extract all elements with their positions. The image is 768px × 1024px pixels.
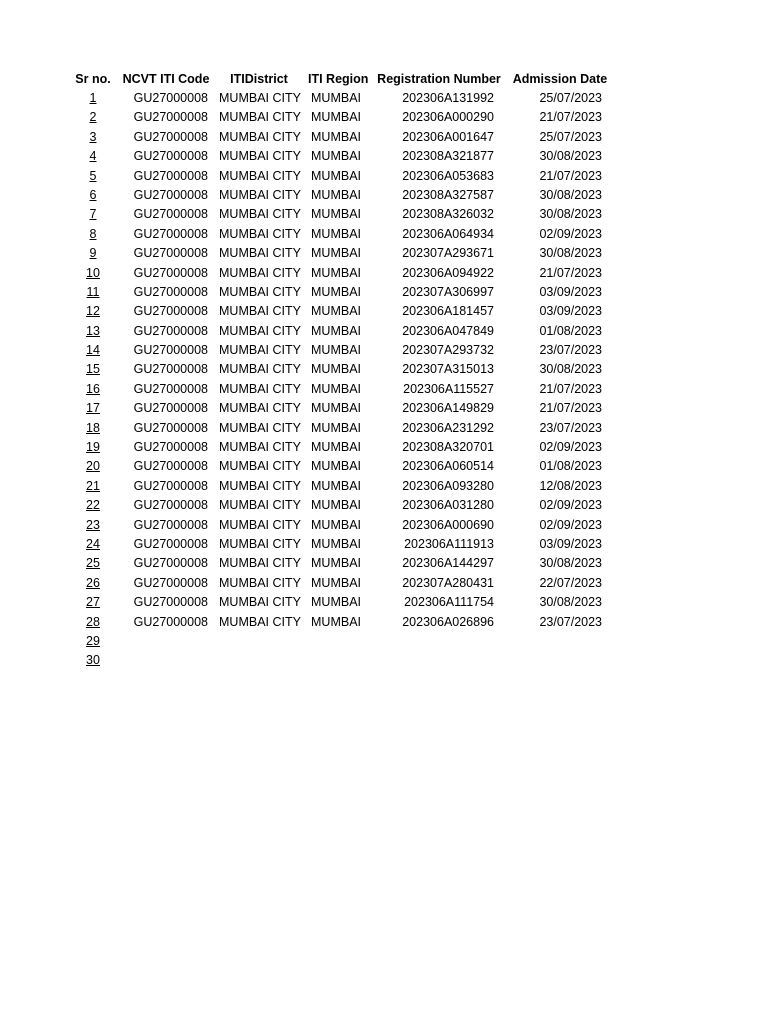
sr-no-cell[interactable]: 6 [89, 187, 97, 202]
registration-number-cell: 202306A000690 [402, 517, 494, 532]
sr-no-cell[interactable]: 25 [86, 556, 100, 571]
sr-no-cell[interactable]: 19 [86, 440, 100, 455]
iti-district-cell: MUMBAI CITY [219, 207, 301, 222]
ncvt-iti-code-cell: GU27000008 [133, 614, 208, 629]
iti-region-cell: MUMBAI [311, 149, 361, 164]
table-row [0, 399, 768, 418]
sr-no-cell[interactable]: 12 [86, 304, 100, 319]
iti-district-cell: MUMBAI CITY [219, 226, 301, 241]
ncvt-iti-code-cell: GU27000008 [133, 284, 208, 299]
header-admission-date: Admission Date [512, 72, 608, 86]
header-sr-no: Sr no. [75, 72, 111, 86]
ncvt-iti-code-cell: GU27000008 [133, 401, 208, 416]
ncvt-iti-code-cell: GU27000008 [133, 149, 208, 164]
admission-date-cell: 03/09/2023 [539, 284, 602, 299]
registration-number-cell: 202306A053683 [402, 168, 494, 183]
sr-no-cell[interactable]: 8 [89, 226, 97, 241]
admission-date-cell: 30/08/2023 [539, 207, 602, 222]
table-row [0, 264, 768, 283]
ncvt-iti-code-cell: GU27000008 [133, 478, 208, 493]
registration-number-cell: 202308A320701 [402, 440, 494, 455]
registration-number-cell: 202306A047849 [402, 323, 494, 338]
iti-district-cell: MUMBAI CITY [219, 149, 301, 164]
ncvt-iti-code-cell: GU27000008 [133, 556, 208, 571]
table-row [0, 496, 768, 515]
admission-date-cell: 23/07/2023 [539, 420, 602, 435]
iti-district-cell: MUMBAI CITY [219, 536, 301, 551]
registration-number-cell: 202306A144297 [402, 556, 494, 571]
table-row [0, 108, 768, 127]
ncvt-iti-code-cell: GU27000008 [133, 129, 208, 144]
table-row [0, 574, 768, 593]
iti-region-cell: MUMBAI [311, 595, 361, 610]
table-header-row [0, 70, 768, 89]
sr-no-cell[interactable]: 3 [89, 129, 97, 144]
iti-region-cell: MUMBAI [311, 226, 361, 241]
iti-district-cell: MUMBAI CITY [219, 91, 301, 105]
ncvt-iti-code-cell: GU27000008 [133, 226, 208, 241]
ncvt-iti-code-cell: GU27000008 [133, 381, 208, 396]
admission-date-cell: 30/08/2023 [539, 362, 602, 377]
iti-region-cell: MUMBAI [311, 536, 361, 551]
table-body [0, 89, 768, 671]
iti-district-cell: MUMBAI CITY [219, 110, 301, 125]
iti-region-cell: MUMBAI [311, 556, 361, 571]
table-row [0, 283, 768, 302]
sr-no-cell[interactable]: 24 [86, 536, 100, 551]
iti-region-cell: MUMBAI [311, 323, 361, 338]
registration-number-cell: 202306A093280 [402, 478, 494, 493]
table-row [0, 613, 768, 632]
iti-region-cell: MUMBAI [311, 129, 361, 144]
registration-number-cell: 202306A064934 [402, 226, 494, 241]
sr-no-cell[interactable]: 29 [86, 633, 100, 648]
registration-number-cell: 202307A293671 [402, 246, 494, 261]
table-row [0, 380, 768, 399]
iti-region-cell: MUMBAI [311, 517, 361, 532]
iti-region-cell: MUMBAI [311, 362, 361, 377]
table-row [0, 186, 768, 205]
sr-no-cell[interactable]: 11 [86, 284, 100, 299]
admission-date-cell: 01/08/2023 [539, 459, 602, 474]
table-row [0, 244, 768, 263]
registration-number-cell: 202306A181457 [402, 304, 494, 319]
admission-date-cell: 30/08/2023 [539, 149, 602, 164]
table-row [0, 516, 768, 535]
table-row [0, 632, 768, 651]
table-row [0, 128, 768, 147]
table-row [0, 360, 768, 379]
admission-date-cell: 23/07/2023 [539, 614, 602, 629]
admission-date-cell: 21/07/2023 [539, 401, 602, 416]
admission-date-cell: 25/07/2023 [539, 91, 602, 105]
sr-no-cell[interactable]: 4 [89, 149, 97, 164]
admission-date-cell: 21/07/2023 [539, 381, 602, 396]
admission-date-cell: 02/09/2023 [539, 517, 602, 532]
iti-district-cell: MUMBAI CITY [219, 381, 301, 396]
iti-district-cell: MUMBAI CITY [219, 129, 301, 144]
iti-region-cell: MUMBAI [311, 168, 361, 183]
iti-region-cell: MUMBAI [311, 478, 361, 493]
iti-district-cell: MUMBAI CITY [219, 401, 301, 416]
ncvt-iti-code-cell: GU27000008 [133, 246, 208, 261]
iti-region-cell: MUMBAI [311, 284, 361, 299]
iti-region-cell: MUMBAI [311, 440, 361, 455]
registration-number-cell: 202306A149829 [402, 401, 494, 416]
ncvt-iti-code-cell: GU27000008 [133, 362, 208, 377]
admission-date-cell: 30/08/2023 [539, 556, 602, 571]
admission-date-cell: 02/09/2023 [539, 440, 602, 455]
iti-district-cell: MUMBAI CITY [219, 304, 301, 319]
sr-no-cell[interactable]: 15 [86, 362, 100, 377]
sr-no-cell[interactable]: 13 [86, 323, 100, 338]
registration-number-cell: 202308A321877 [402, 149, 494, 164]
iti-region-cell: MUMBAI [311, 304, 361, 319]
iti-region-cell: MUMBAI [311, 401, 361, 416]
sr-no-cell[interactable]: 17 [86, 401, 100, 416]
iti-region-cell: MUMBAI [311, 498, 361, 513]
registration-number-cell: 202306A060514 [402, 459, 494, 474]
admission-date-cell: 23/07/2023 [539, 343, 602, 358]
sr-no-cell[interactable]: 23 [86, 517, 100, 532]
registration-number-cell: 202306A131992 [402, 91, 494, 105]
sr-no-cell[interactable]: 7 [89, 207, 97, 222]
header-ncvt-iti-code: NCVT ITI Code [122, 72, 210, 86]
registration-number-cell: 202308A327587 [402, 187, 494, 202]
table-row [0, 167, 768, 186]
registration-number-cell: 202306A094922 [402, 265, 494, 280]
table-row [0, 302, 768, 321]
registration-number-cell: 202307A315013 [402, 362, 494, 377]
ncvt-iti-code-cell: GU27000008 [133, 207, 208, 222]
ncvt-iti-code-cell: GU27000008 [133, 459, 208, 474]
table-row [0, 477, 768, 496]
admission-date-cell: 22/07/2023 [539, 575, 602, 590]
iti-district-cell: MUMBAI CITY [219, 323, 301, 338]
iti-region-cell: MUMBAI [311, 614, 361, 629]
registration-number-cell: 202307A280431 [402, 575, 494, 590]
iti-district-cell: MUMBAI CITY [219, 343, 301, 358]
iti-district-cell: MUMBAI CITY [219, 498, 301, 513]
admission-date-cell: 02/09/2023 [539, 226, 602, 241]
ncvt-iti-code-cell: GU27000008 [133, 110, 208, 125]
sr-no-cell[interactable]: 20 [86, 459, 100, 474]
registration-number-cell: 202307A293732 [402, 343, 494, 358]
table-row [0, 89, 768, 108]
ncvt-iti-code-cell: GU27000008 [133, 420, 208, 435]
table-row [0, 322, 768, 341]
iti-district-cell: MUMBAI CITY [219, 362, 301, 377]
iti-region-cell: MUMBAI [311, 575, 361, 590]
iti-region-cell: MUMBAI [311, 381, 361, 396]
iti-district-cell: MUMBAI CITY [219, 284, 301, 299]
admission-table [0, 70, 768, 671]
registration-number-cell: 202306A231292 [402, 420, 494, 435]
ncvt-iti-code-cell: GU27000008 [133, 440, 208, 455]
admission-date-cell: 30/08/2023 [539, 595, 602, 610]
registration-number-cell: 202306A001647 [402, 129, 494, 144]
sr-no-cell[interactable]: 5 [89, 168, 97, 183]
sr-no-cell[interactable]: 28 [86, 614, 100, 629]
ncvt-iti-code-cell: GU27000008 [133, 517, 208, 532]
header-iti-region: ITI Region [308, 72, 369, 86]
table-row [0, 593, 768, 612]
iti-region-cell: MUMBAI [311, 187, 361, 202]
iti-district-cell: MUMBAI CITY [219, 614, 301, 629]
table-row [0, 205, 768, 224]
iti-district-cell: MUMBAI CITY [219, 517, 301, 532]
ncvt-iti-code-cell: GU27000008 [133, 536, 208, 551]
admission-date-cell: 02/09/2023 [539, 498, 602, 513]
ncvt-iti-code-cell: GU27000008 [133, 304, 208, 319]
iti-region-cell: MUMBAI [311, 207, 361, 222]
ncvt-iti-code-cell: GU27000008 [133, 265, 208, 280]
iti-district-cell: MUMBAI CITY [219, 556, 301, 571]
iti-district-cell: MUMBAI CITY [219, 187, 301, 202]
ncvt-iti-code-cell: GU27000008 [133, 575, 208, 590]
sr-no-cell[interactable]: 22 [86, 498, 100, 513]
admission-date-cell: 21/07/2023 [539, 265, 602, 280]
sr-no-cell[interactable]: 16 [86, 381, 100, 396]
sr-no-cell[interactable]: 26 [86, 575, 100, 590]
iti-district-cell: MUMBAI CITY [219, 420, 301, 435]
table-row [0, 438, 768, 457]
iti-region-cell: MUMBAI [311, 246, 361, 261]
iti-district-cell: MUMBAI CITY [219, 478, 301, 493]
iti-region-cell: MUMBAI [311, 110, 361, 125]
admission-date-cell: 12/08/2023 [539, 478, 602, 493]
iti-district-cell: MUMBAI CITY [219, 246, 301, 261]
ncvt-iti-code-cell: GU27000008 [133, 498, 208, 513]
admission-date-cell: 03/09/2023 [539, 536, 602, 551]
registration-number-cell: 202306A111913 [404, 536, 494, 551]
table-row [0, 554, 768, 573]
table-row [0, 535, 768, 554]
iti-district-cell: MUMBAI CITY [219, 168, 301, 183]
registration-number-cell: 202307A306997 [402, 284, 494, 299]
table-row [0, 651, 768, 670]
iti-region-cell: MUMBAI [311, 459, 361, 474]
table-row [0, 341, 768, 360]
iti-region-cell: MUMBAI [311, 91, 361, 105]
admission-date-cell: 21/07/2023 [539, 168, 602, 183]
registration-number-cell: 202306A000290 [402, 110, 494, 125]
iti-district-cell: MUMBAI CITY [219, 440, 301, 455]
registration-number-cell: 202306A026896 [402, 614, 494, 629]
admission-date-cell: 01/08/2023 [539, 323, 602, 338]
ncvt-iti-code-cell: GU27000008 [133, 187, 208, 202]
sr-no-cell[interactable]: 2 [89, 110, 97, 125]
iti-district-cell: MUMBAI CITY [219, 265, 301, 280]
sr-no-cell[interactable]: 14 [86, 343, 100, 358]
registration-number-cell: 202306A031280 [402, 498, 494, 513]
sr-no-cell[interactable]: 21 [86, 478, 100, 493]
sr-no-cell[interactable]: 18 [86, 420, 100, 435]
iti-region-cell: MUMBAI [311, 265, 361, 280]
iti-region-cell: MUMBAI [311, 420, 361, 435]
sr-no-cell[interactable]: 10 [86, 265, 100, 280]
table-row [0, 457, 768, 476]
ncvt-iti-code-cell: GU27000008 [133, 343, 208, 358]
sr-no-cell[interactable]: 30 [86, 653, 100, 668]
ncvt-iti-code-cell: GU27000008 [133, 168, 208, 183]
ncvt-iti-code-cell: GU27000008 [133, 595, 208, 610]
table-row [0, 225, 768, 244]
sr-no-cell[interactable]: 1 [89, 91, 97, 105]
admission-date-cell: 21/07/2023 [539, 110, 602, 125]
ncvt-iti-code-cell: GU27000008 [133, 323, 208, 338]
header-registration-number: Registration Number [377, 72, 501, 86]
admission-date-cell: 03/09/2023 [539, 304, 602, 319]
admission-date-cell: 30/08/2023 [539, 246, 602, 261]
iti-district-cell: MUMBAI CITY [219, 575, 301, 590]
sr-no-cell[interactable]: 9 [89, 246, 97, 261]
admission-date-cell: 30/08/2023 [539, 187, 602, 202]
admission-date-cell: 25/07/2023 [539, 129, 602, 144]
sr-no-cell[interactable]: 27 [86, 595, 100, 610]
iti-district-cell: MUMBAI CITY [219, 459, 301, 474]
registration-number-cell: 202306A115527 [403, 381, 494, 396]
header-iti-district: ITIDistrict [230, 72, 288, 86]
registration-number-cell: 202306A111754 [404, 595, 494, 610]
table-row [0, 419, 768, 438]
table-row [0, 147, 768, 166]
ncvt-iti-code-cell: GU27000008 [133, 91, 208, 105]
iti-district-cell: MUMBAI CITY [219, 595, 301, 610]
registration-number-cell: 202308A326032 [402, 207, 494, 222]
iti-region-cell: MUMBAI [311, 343, 361, 358]
